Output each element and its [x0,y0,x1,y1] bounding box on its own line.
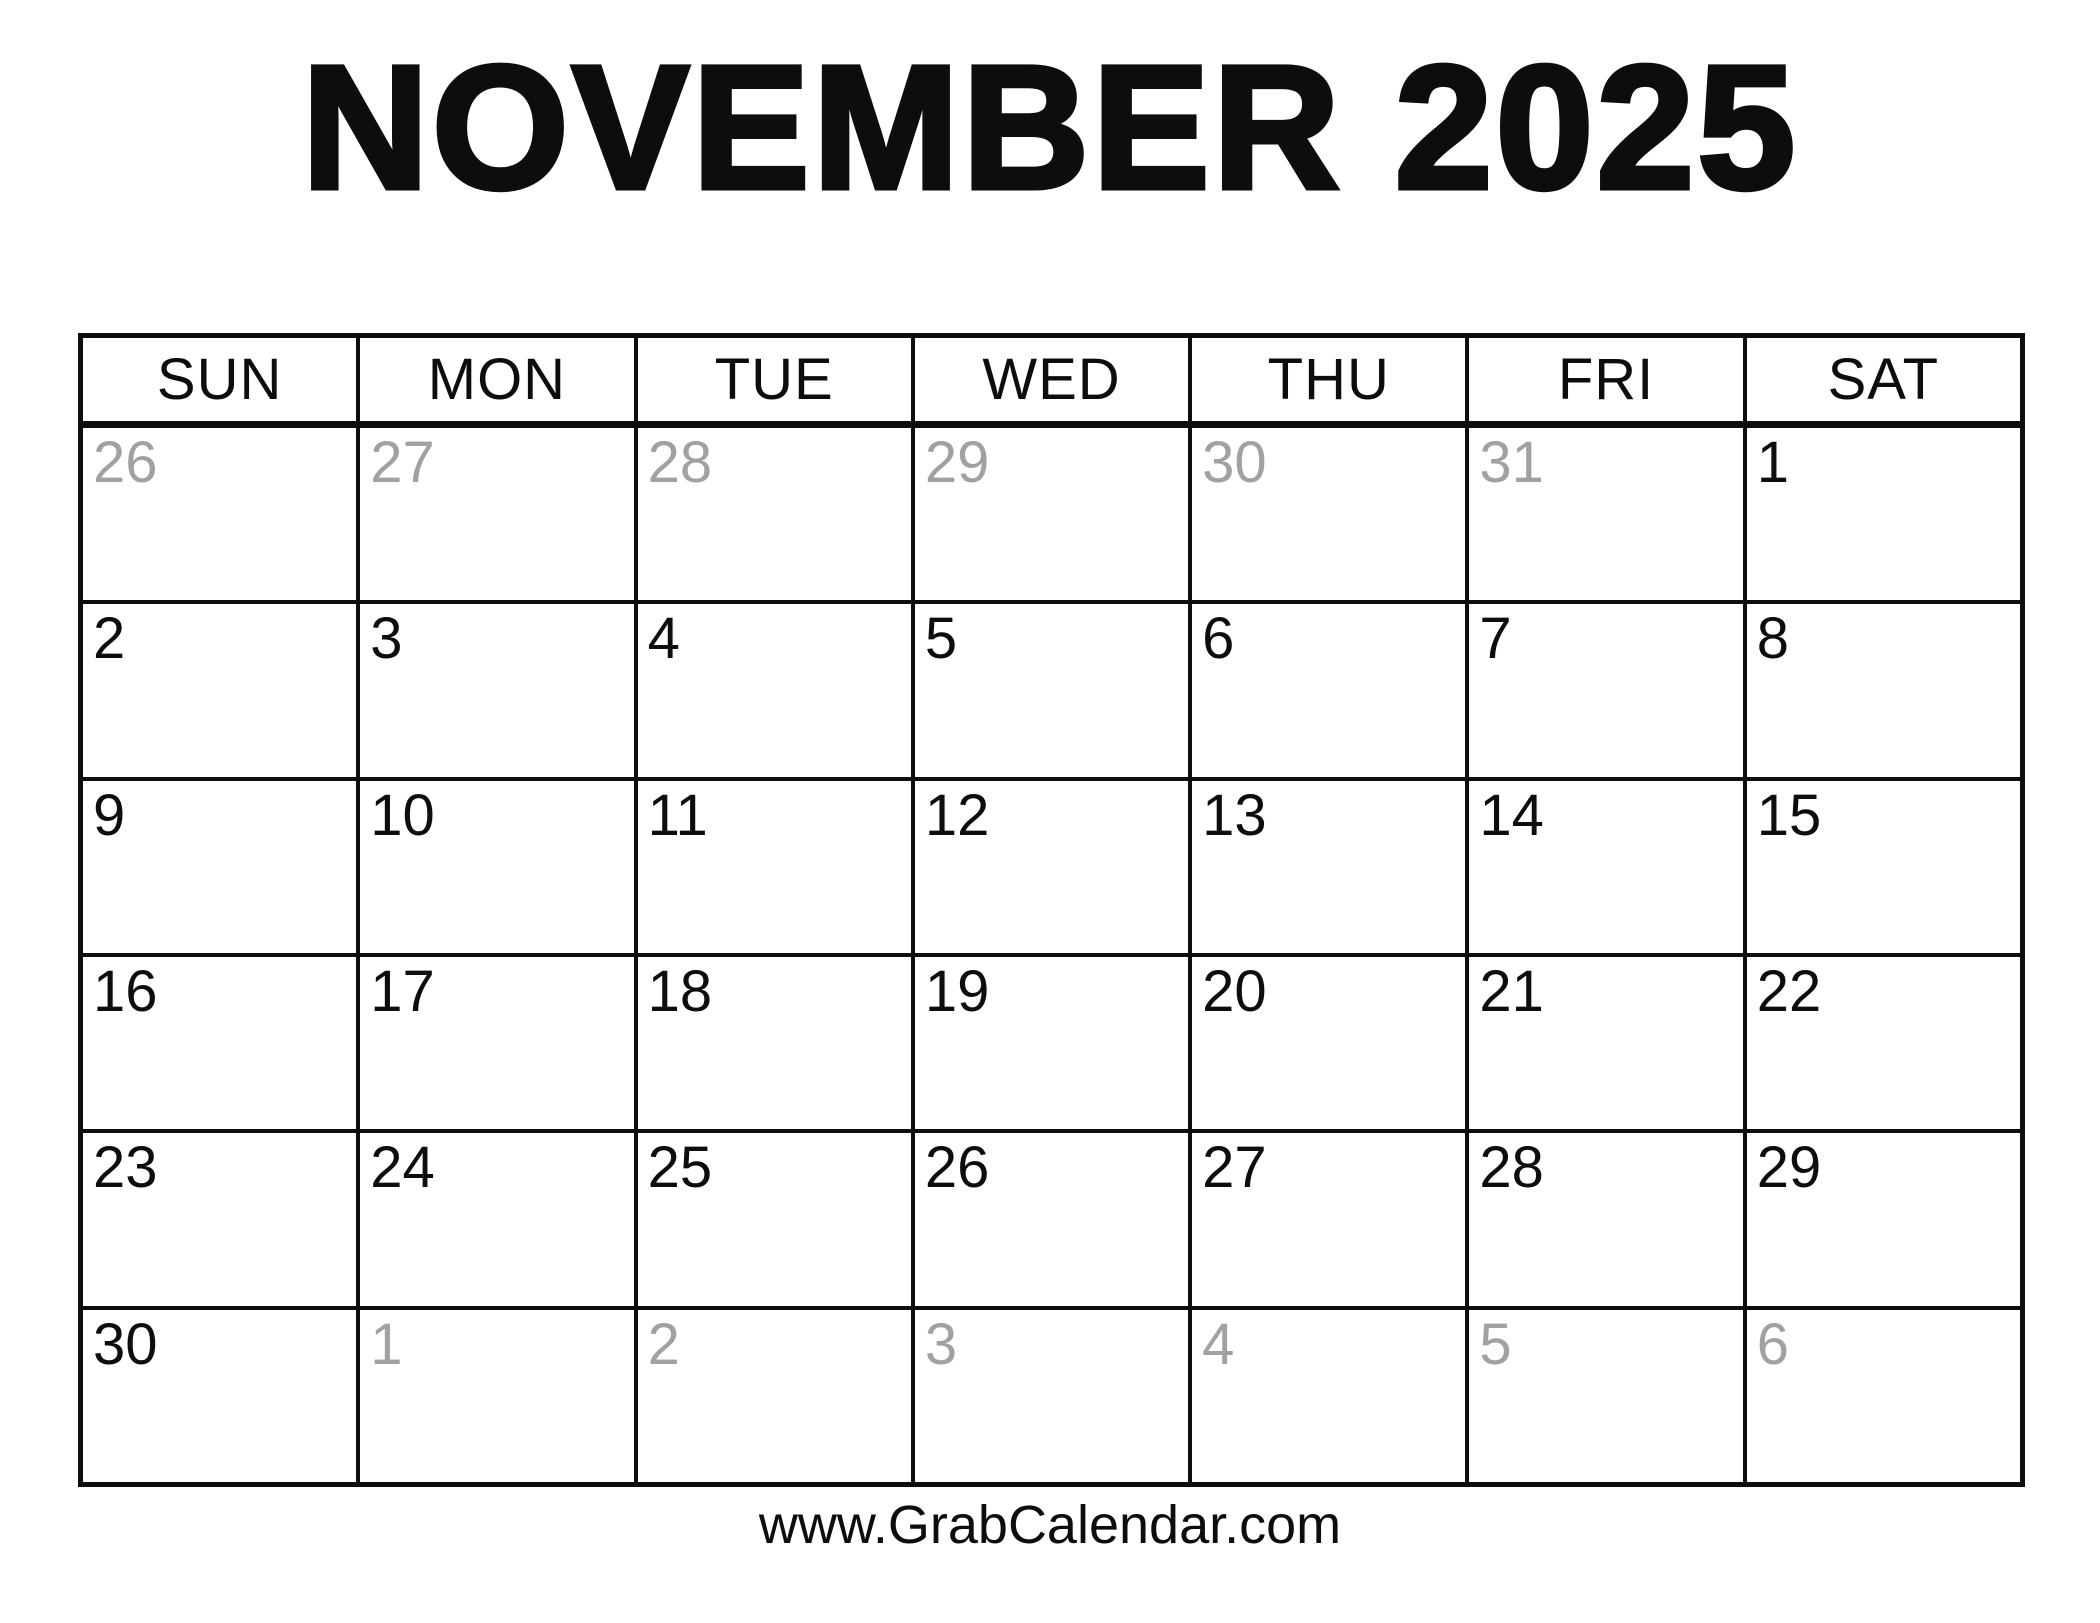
day-header-thu: THU [1192,338,1465,424]
date-number: 9 [93,782,126,848]
day-header-mon: MON [360,338,633,424]
date-number: 3 [924,1311,958,1377]
date-cell-r3c6 [1469,781,1742,953]
date-number: 20 [1202,958,1267,1024]
date-number: 26 [924,1135,990,1201]
date-cell-r6c7 [1747,1310,2020,1482]
day-header-tue: TUE [638,338,911,424]
date-cell-r2c3 [638,604,911,776]
date-number: 8 [1756,606,1789,672]
date-number: 13 [1202,782,1267,848]
day-header-sun: SUN [83,338,356,424]
date-cell-r2c5 [1192,604,1465,776]
date-cell-r2c2 [360,604,633,776]
date-cell-r5c4 [915,1133,1188,1305]
date-number: 16 [93,958,158,1024]
date-number: 24 [370,1135,435,1201]
date-cell-r6c2 [360,1310,633,1482]
date-cell-r5c7 [1747,1133,2020,1305]
date-cell-r5c1 [83,1133,356,1305]
date-number: 14 [1479,782,1544,848]
date-cell-r4c1 [83,957,356,1129]
date-number: 30 [1202,430,1267,495]
date-number: 1 [370,1311,403,1377]
page-title: NOVEMBER 2025 [301,30,1799,226]
date-cell-r5c5 [1192,1133,1465,1305]
date-number: 29 [924,430,990,495]
date-number: 2 [647,1311,680,1377]
date-cell-r3c7 [1747,781,2020,953]
date-cell-r1c4 [915,428,1188,600]
date-number: 3 [370,606,403,672]
date-cell-r1c1 [83,428,356,600]
date-cell-r6c6 [1469,1310,1742,1482]
date-cell-r6c4 [915,1310,1188,1482]
day-header-fri: FRI [1469,338,1742,424]
date-cell-r3c5 [1192,781,1465,953]
date-cell-r4c7 [1747,957,2020,1129]
date-number: 26 [93,430,158,495]
date-cell-r2c1 [83,604,356,776]
date-cell-r3c3 [638,781,911,953]
date-number: 19 [924,958,990,1024]
date-cell-r2c6 [1469,604,1742,776]
date-cell-r6c5 [1192,1310,1465,1482]
date-cell-r2c4 [915,604,1188,776]
date-number: 25 [647,1135,713,1201]
date-cell-r5c3 [638,1133,911,1305]
date-cell-r1c3 [638,428,911,600]
date-cell-r1c2 [360,428,633,600]
date-number: 22 [1756,958,1822,1024]
calendar-grid [78,333,2025,1487]
day-header-wed: WED [915,338,1188,424]
date-number: 21 [1479,958,1544,1024]
date-cell-r5c2 [360,1133,633,1305]
date-cell-r4c3 [638,957,911,1129]
date-cell-r3c1 [83,781,356,953]
date-cell-r6c1 [83,1310,356,1482]
date-number: 30 [93,1311,158,1377]
date-number: 28 [647,430,713,495]
date-number: 6 [1202,606,1235,672]
date-cell-r4c2 [360,957,633,1129]
date-number: 11 [647,782,708,848]
day-header-sat: SAT [1747,338,2020,424]
date-number: 31 [1479,430,1544,495]
date-number: 28 [1479,1135,1544,1201]
date-cell-r3c4 [915,781,1188,953]
date-number: 1 [1756,430,1789,495]
date-cell-r2c7 [1747,604,2020,776]
date-number: 15 [1756,782,1822,848]
footer-url: www.GrabCalendar.com [758,1495,1342,1555]
date-cell-r3c2 [360,781,633,953]
date-number: 18 [647,958,713,1024]
date-number: 6 [1756,1311,1789,1377]
date-number: 17 [370,958,435,1024]
date-number: 29 [1756,1135,1822,1201]
date-number: 10 [370,782,435,848]
date-number: 4 [1202,1311,1235,1377]
date-number: 27 [370,430,435,495]
date-cell-r4c6 [1469,957,1742,1129]
date-cell-r5c6 [1469,1133,1742,1305]
date-cell-r6c3 [638,1310,911,1482]
date-number: 23 [93,1135,158,1201]
date-number: 2 [93,606,126,672]
date-number: 4 [647,606,680,672]
date-cell-r4c4 [915,957,1188,1129]
date-cell-r1c7 [1747,428,2020,600]
date-number: 5 [924,606,958,672]
date-number: 7 [1479,606,1512,672]
date-number: 5 [1479,1311,1512,1377]
date-cell-r4c5 [1192,957,1465,1129]
date-cell-r1c6 [1469,428,1742,600]
date-number: 27 [1202,1135,1267,1201]
date-cell-r1c5 [1192,428,1465,600]
date-number: 12 [924,782,990,848]
